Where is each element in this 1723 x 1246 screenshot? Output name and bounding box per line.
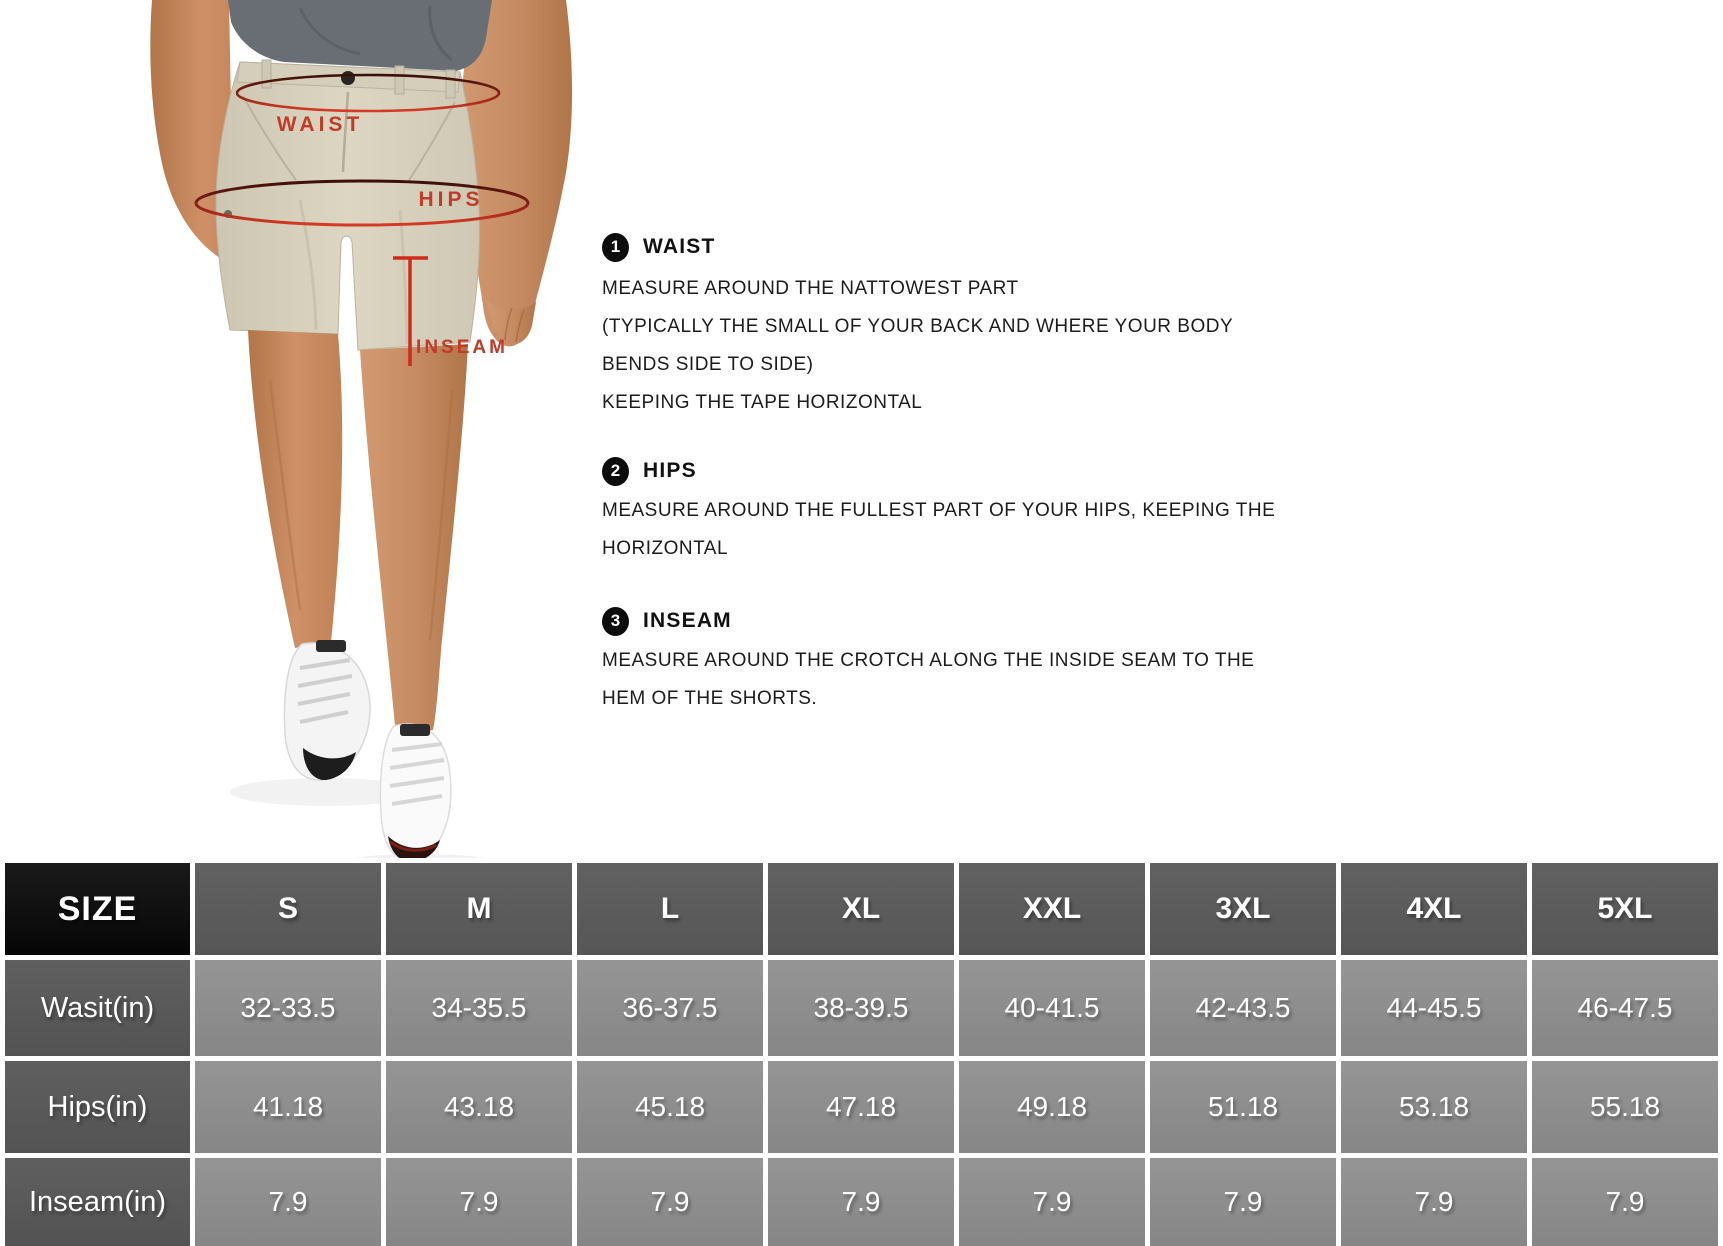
step-2-badge: 2	[602, 457, 629, 486]
left-leg	[248, 330, 342, 648]
table-cell: 7.9	[1532, 1158, 1718, 1246]
table-corner-size: SIZE	[5, 863, 190, 955]
instruction-line: MEASURE AROUND THE CROTCH ALONG THE INSIDE SEAM TO THE	[602, 650, 1255, 671]
instruction-section-inseam	[602, 606, 1382, 718]
table-header-cell: 3XL	[1150, 863, 1336, 955]
table-cell: 7.9	[386, 1158, 572, 1246]
table-cell: 36-37.5	[577, 960, 763, 1056]
table-cell: 32-33.5	[195, 960, 381, 1056]
table-cell: 40-41.5	[959, 960, 1145, 1056]
left-shoe	[284, 640, 370, 780]
table-cell: 55.18	[1532, 1061, 1718, 1153]
table-cell: 45.18	[577, 1061, 763, 1153]
table-cell: 42-43.5	[1150, 960, 1336, 1056]
table-row-label: Hips(in)	[5, 1061, 190, 1153]
step-3-badge: 3	[602, 607, 629, 636]
table-cell: 51.18	[1150, 1061, 1336, 1153]
table-cell: 7.9	[1341, 1158, 1527, 1246]
instruction-section-hips	[602, 456, 1382, 568]
instruction-heading	[602, 232, 1382, 262]
instruction-line: MEASURE AROUND THE FULLEST PART OF YOUR HIPS, KEEPING THE	[602, 500, 1276, 521]
table-header-cell: XL	[768, 863, 954, 955]
table-row-label: Wasit(in)	[5, 960, 190, 1056]
table-header-cell: 4XL	[1341, 863, 1527, 955]
table-row-label: Inseam(in)	[5, 1158, 190, 1246]
belt-loop	[262, 60, 271, 88]
table-cell: 7.9	[959, 1158, 1145, 1246]
table-cell: 7.9	[577, 1158, 763, 1246]
instruction-line: MEASURE AROUND THE NATTOWEST PART	[602, 278, 1019, 299]
table-cell: 7.9	[1150, 1158, 1336, 1246]
model-photo	[0, 0, 600, 860]
table-cell: 53.18	[1341, 1061, 1527, 1153]
instruction-line: HORIZONTAL	[602, 538, 729, 559]
waist-label: WAIST	[276, 113, 364, 136]
instruction-line: BENDS SIDE TO SIDE)	[602, 354, 814, 375]
inseam-label: INSEAM	[416, 337, 508, 358]
instruction-section-waist	[602, 232, 1382, 422]
instruction-title: INSEAM	[643, 609, 732, 632]
belt-loop	[446, 70, 455, 98]
table-cell: 38-39.5	[768, 960, 954, 1056]
table-cell: 43.18	[386, 1061, 572, 1153]
table-header-cell: L	[577, 863, 763, 955]
model-figure	[0, 0, 600, 860]
table-header-cell: XXL	[959, 863, 1145, 955]
instruction-line: KEEPING THE TAPE HORIZONTAL	[602, 392, 923, 413]
size-table	[0, 858, 1723, 1246]
table-header-cell: 5XL	[1532, 863, 1718, 955]
button	[341, 71, 355, 85]
instruction-title: WAIST	[643, 235, 716, 258]
table-cell: 49.18	[959, 1061, 1145, 1153]
hips-label: HIPS	[418, 188, 484, 211]
table-header-cell: S	[195, 863, 381, 955]
table-cell: 7.9	[195, 1158, 381, 1246]
instruction-line: HEM OF THE SHORTS.	[602, 688, 818, 709]
table-header-cell: M	[386, 863, 572, 955]
instruction-heading	[602, 606, 1382, 636]
instruction-line: (TYPICALLY THE SMALL OF YOUR BACK AND WHERE YOUR BODY	[602, 316, 1234, 337]
belt-loop	[395, 66, 404, 94]
instruction-heading	[602, 456, 1382, 486]
table-cell: 44-45.5	[1341, 960, 1527, 1056]
table-cell: 7.9	[768, 1158, 954, 1246]
measurement-instructions	[602, 232, 1382, 718]
right-shoe	[380, 724, 450, 860]
table-cell: 41.18	[195, 1061, 381, 1153]
table-cell: 47.18	[768, 1061, 954, 1153]
table-cell: 46-47.5	[1532, 960, 1718, 1056]
instruction-title: HIPS	[643, 459, 697, 482]
step-1-badge: 1	[602, 233, 629, 262]
table-cell: 34-35.5	[386, 960, 572, 1056]
